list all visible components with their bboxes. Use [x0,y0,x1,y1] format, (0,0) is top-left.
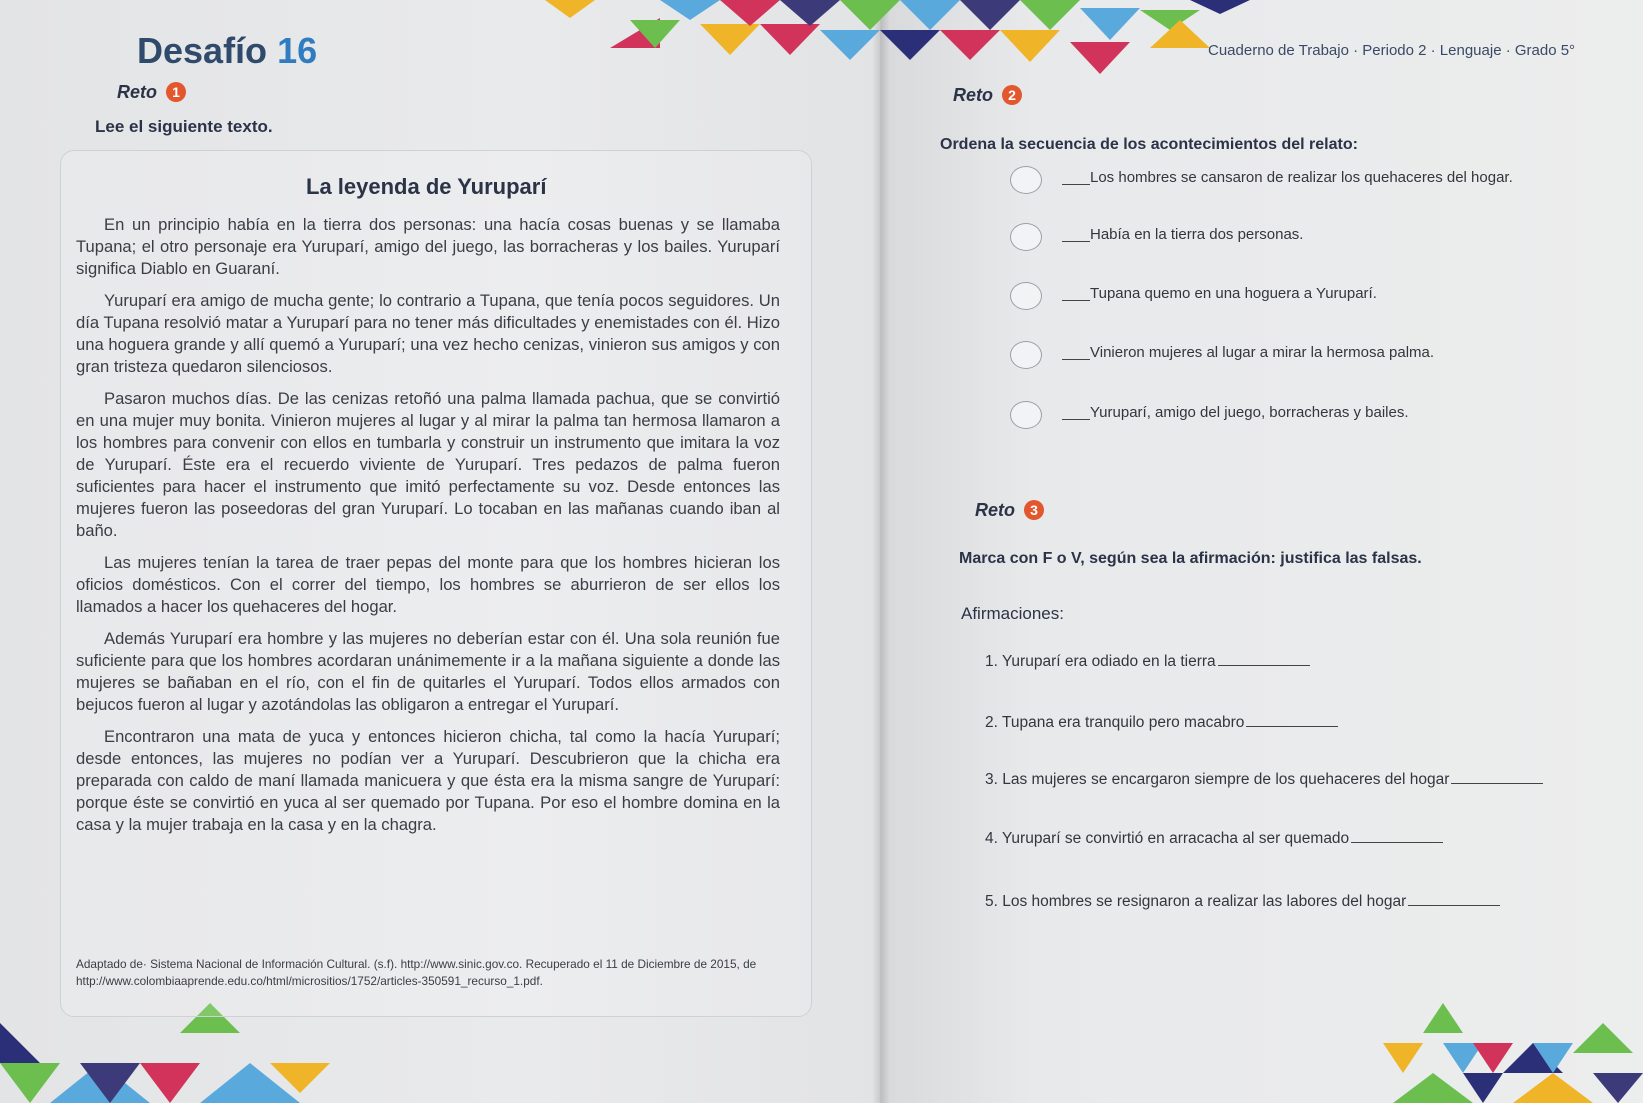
statement-item [985,830,1443,848]
sequence-answer-blank[interactable] [1062,419,1090,420]
sequence-item-text: Había en la tierra dos personas. [1090,226,1304,243]
sequence-item-text: Vinieron mujeres al lugar a mirar la hermosa palma. [1090,344,1435,361]
story-paragraph: En un principio había en la tierra dos personas: una hacía cosas buenas y se llamaba Tupana; el otro personaje era Yuruparí, amigo del juego, las borracheras y los bailes. Yuruparí significa Diablo en Guaraní. [76,215,780,278]
statement-text: 4. Yuruparí se convirtió en arracacha al ser quemado [985,830,1350,847]
sequence-order-circle[interactable] [1010,223,1042,251]
sequence-answer-blank[interactable] [1062,184,1090,185]
sequence-item [1010,341,1610,371]
answer-blank[interactable] [1351,841,1443,843]
story-paragraph: Las mujeres tenían la tarea de traer pepas del monte para que los hombres hicieran los oficios domésticos. Con el correr del tiempo, los hombres se aburrieron de ser ellos los llamados a hacer los quehaceres del hogar. [76,553,780,616]
reto-2-label: Reto [953,85,993,105]
story-paragraph: Pasaron muchos días. De las cenizas retoñó una palma llamada pachua, que se convirtió en una mujer muy bonita. Vinieron mujeres al lugar y al mirar la palma tan hermosa llamaron a los hombres para convenir con ellos en tumbarla y construir un instrumento que imitara la voz de Yuruparí. Éste era el recuerdo viviente de Yuruparí. Tres pedazos de palma fueron suficientes para hacer el instrumento que imitó perfectamente su voz. Desde entonces las mujeres fueron las poseedoras del gran Yuruparí. Lo tocaban en las mañanas cuando iban al baño. [76,389,780,540]
sequence-order-circle[interactable] [1010,166,1042,194]
page-fold [872,0,890,1103]
sequence-answer-blank[interactable] [1062,359,1090,360]
reto-3-instruction: Marca con F o V, según sea la afirmación: justifica las falsas. [959,550,1422,567]
story-paragraph: Encontraron una mata de yuca y entonces hicieron chicha, tal como la hacía Yuruparí; desde entonces, las mujeres no podían ver a Yuruparí. Descubrieron que la chicha era preparada con caldo de maní llamada manicuera y que ésta era la misma sangre de Yuruparí: porque éste se convirtió en yuca al ser quemado por Tupana. Por eso el hombre domina en la casa y la mujer trabaja en la casa y en la chagra. [76,727,780,834]
reto-3-heading [975,500,1044,521]
story-paragraph: Además Yuruparí era hombre y las mujeres no deberían estar con él. Una sola reunión fue suficiente para que los hombres acordaran unánimemente ir a la mañana siguiente a donde las mujeres se bañaban en el río, con el fin de quitarles el Yuruparí. Todos ellos armados con bejucos fueron al lugar y azotándolas las obligaron a entregar el Yuruparí. [76,629,780,714]
sequence-item-text: Tupana quemo en una hoguera a Yuruparí. [1090,285,1377,302]
sequence-order-circle[interactable] [1010,341,1042,369]
sequence-item [1010,401,1610,431]
answer-blank[interactable] [1246,725,1338,727]
bottom-left-triangle-pattern [0,1003,330,1103]
reto-2-heading [953,85,1022,106]
statement-text: 5. Los hombres se resignaron a realizar las labores del hogar [985,893,1407,910]
sequence-item [1010,282,1610,312]
answer-blank[interactable] [1218,664,1310,666]
statement-text: 2. Tupana era tranquilo pero macabro [985,714,1245,731]
sequence-item-text: Los hombres se cansaron de realizar los quehaceres del hogar. [1090,169,1513,186]
statement-text: 1. Yuruparí era odiado en la tierra [985,653,1216,670]
source-citation: Adaptado de· Sistema Nacional de Información Cultural. (s.f). http://www.sinic.gov.co. Recuperado el 11 de Diciembre de 2015, de http://www.colombiaaprende.edu.co/html/micrositios/1752/articles-350591_recurso_1.pdf. [76,957,757,988]
afirmaciones-heading: Afirmaciones: [961,604,1064,623]
reto-2-instruction: Ordena la secuencia de los acontecimientos del relato: [940,136,1358,153]
title-number: 16 [277,30,318,71]
answer-blank[interactable] [1408,904,1500,906]
story-title: La leyenda de Yuruparí [306,174,547,199]
sequence-item [1010,166,1610,196]
sequence-item [1010,223,1610,253]
statement-item [985,771,1543,789]
sequence-item-text: Yuruparí, amigo del juego, borracheras y bailes. [1090,404,1409,421]
statement-item [985,714,1338,732]
reto-3-label: Reto [975,500,1015,520]
page-title [137,30,317,72]
reto-1-number-badge: 1 [166,82,186,102]
statement-item [985,893,1500,911]
bottom-right-triangle-pattern [1353,993,1643,1103]
sequence-order-circle[interactable] [1010,401,1042,429]
title-word: Desafío [137,30,268,71]
reto-1-heading [117,82,186,103]
sequence-answer-blank[interactable] [1062,241,1090,242]
answer-blank[interactable] [1451,782,1543,784]
statement-item [985,653,1310,671]
sequence-answer-blank[interactable] [1062,300,1090,301]
story-paragraph: Yuruparí era amigo de mucha gente; lo contrario a Tupana, que tenía pocos seguidores. Un día Tupana resolvió matar a Yuruparí para no tener más dificultades y enemistades con él. Hizo una hoguera grande y allí quemó a Yuruparí; una vez hecho cenizas, vinieron sus amigos y con gran tristeza quedaron silenciosos. [76,291,780,376]
workbook-label: Cuaderno de Trabajo · Periodo 2 · Lenguaje · Grado 5° [1208,42,1576,59]
reto-3-number-badge: 3 [1024,500,1044,520]
statement-text: 3. Las mujeres se encargaron siempre de los quehaceres del hogar [985,771,1450,788]
reto-1-instruction: Lee el siguiente texto. [95,117,273,136]
sequence-order-circle[interactable] [1010,282,1042,310]
story-body [76,214,780,846]
reto-1-label: Reto [117,82,157,102]
reto-2-number-badge: 2 [1002,85,1022,105]
